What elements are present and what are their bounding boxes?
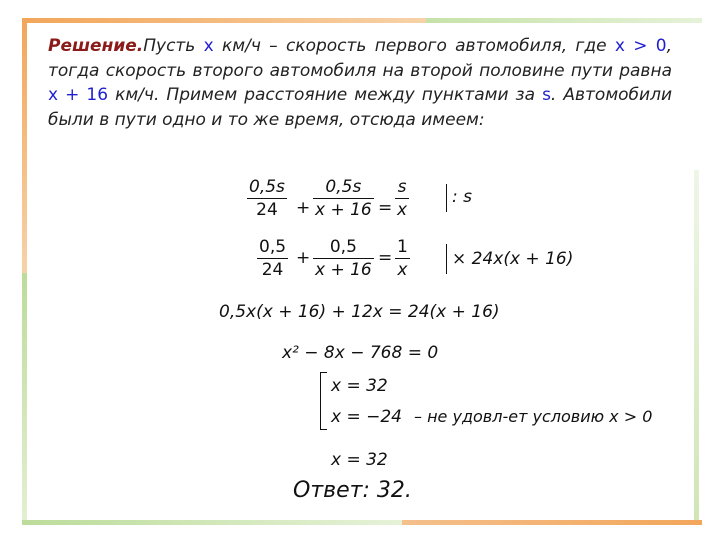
variable-s: s (542, 85, 551, 105)
answer-text: Ответ: 32. (293, 478, 412, 503)
eq1-fraction-1 (247, 176, 287, 221)
eq1-f2-denominator: x + 16 (315, 200, 372, 221)
text-segment: , тогда скорость второго автомобиля на второй половине пути равна (48, 36, 672, 81)
condition-gt0: > 0 (633, 36, 667, 56)
eq1-f1-denominator: 24 (256, 200, 278, 221)
frame-left-green (22, 273, 27, 525)
eq2-operation: × 24x(x + 16) (452, 249, 574, 269)
root-1: x = 32 (331, 376, 388, 396)
eq2-f3-denominator: x (397, 260, 408, 281)
system-bracket (320, 372, 327, 430)
eq2-operation-bar (446, 244, 447, 274)
frame-top-green (426, 18, 702, 23)
eq1-operation: : s (452, 187, 472, 207)
eq1-f2-numerator: 0,5s (325, 177, 362, 197)
variable-x: х (614, 36, 625, 56)
eq2-fraction-1 (257, 236, 288, 281)
frame-top-orange (22, 18, 426, 23)
eq2-fraction-3 (395, 236, 410, 281)
eq3-expanded: 0,5x(x + 16) + 12x = 24(x + 16) (219, 302, 500, 322)
final-result: x = 32 (331, 450, 388, 470)
eq2-f1-numerator: 0,5 (259, 237, 287, 257)
eq1-fraction-3 (395, 176, 409, 221)
frame-bottom-green (22, 520, 402, 525)
variable-x: х (203, 36, 214, 56)
eq1-f3-denominator: x (397, 200, 408, 221)
root-2-rejection-note: – не удовл-ет условию x > 0 (414, 407, 653, 426)
text-segment: км/ч – скорость первого автомобиля, где (213, 36, 615, 56)
eq4-quadratic: x² − 8x − 768 = 0 (282, 343, 439, 363)
eq1-fraction-2 (313, 176, 374, 221)
root-2: x = −24 (331, 407, 402, 427)
text-segment: км/ч. Примем расстояние между пунктами за (108, 85, 543, 105)
eq2-f1-denominator: 24 (261, 260, 284, 281)
text-segment: . Автомобили были в пути одно и то же время, отсюда имеем: (48, 85, 672, 130)
eq1-f1-numerator: 0,5s (249, 177, 285, 197)
text-segment: Пусть (143, 36, 204, 56)
eq1-plus: + (296, 198, 311, 218)
problem-text (48, 34, 672, 132)
eq2-equals: = (378, 248, 393, 268)
eq1-operation-bar (446, 184, 447, 212)
frame-left-orange (22, 18, 27, 273)
solution-label: Решение. (48, 36, 144, 56)
variable-x-plus-16: х + 16 (48, 85, 109, 105)
frame-bottom-orange (402, 520, 702, 525)
eq2-f2-numerator: 0,5 (329, 237, 357, 257)
eq2-fraction-2 (313, 236, 374, 281)
eq1-f3-numerator: s (397, 177, 407, 197)
text-segment (625, 36, 633, 56)
eq2-f3-numerator: 1 (397, 237, 408, 257)
eq2-plus: + (296, 248, 311, 268)
frame-right-green (694, 170, 699, 525)
eq1-equals: = (378, 198, 393, 218)
eq2-f2-denominator: x + 16 (315, 260, 372, 281)
